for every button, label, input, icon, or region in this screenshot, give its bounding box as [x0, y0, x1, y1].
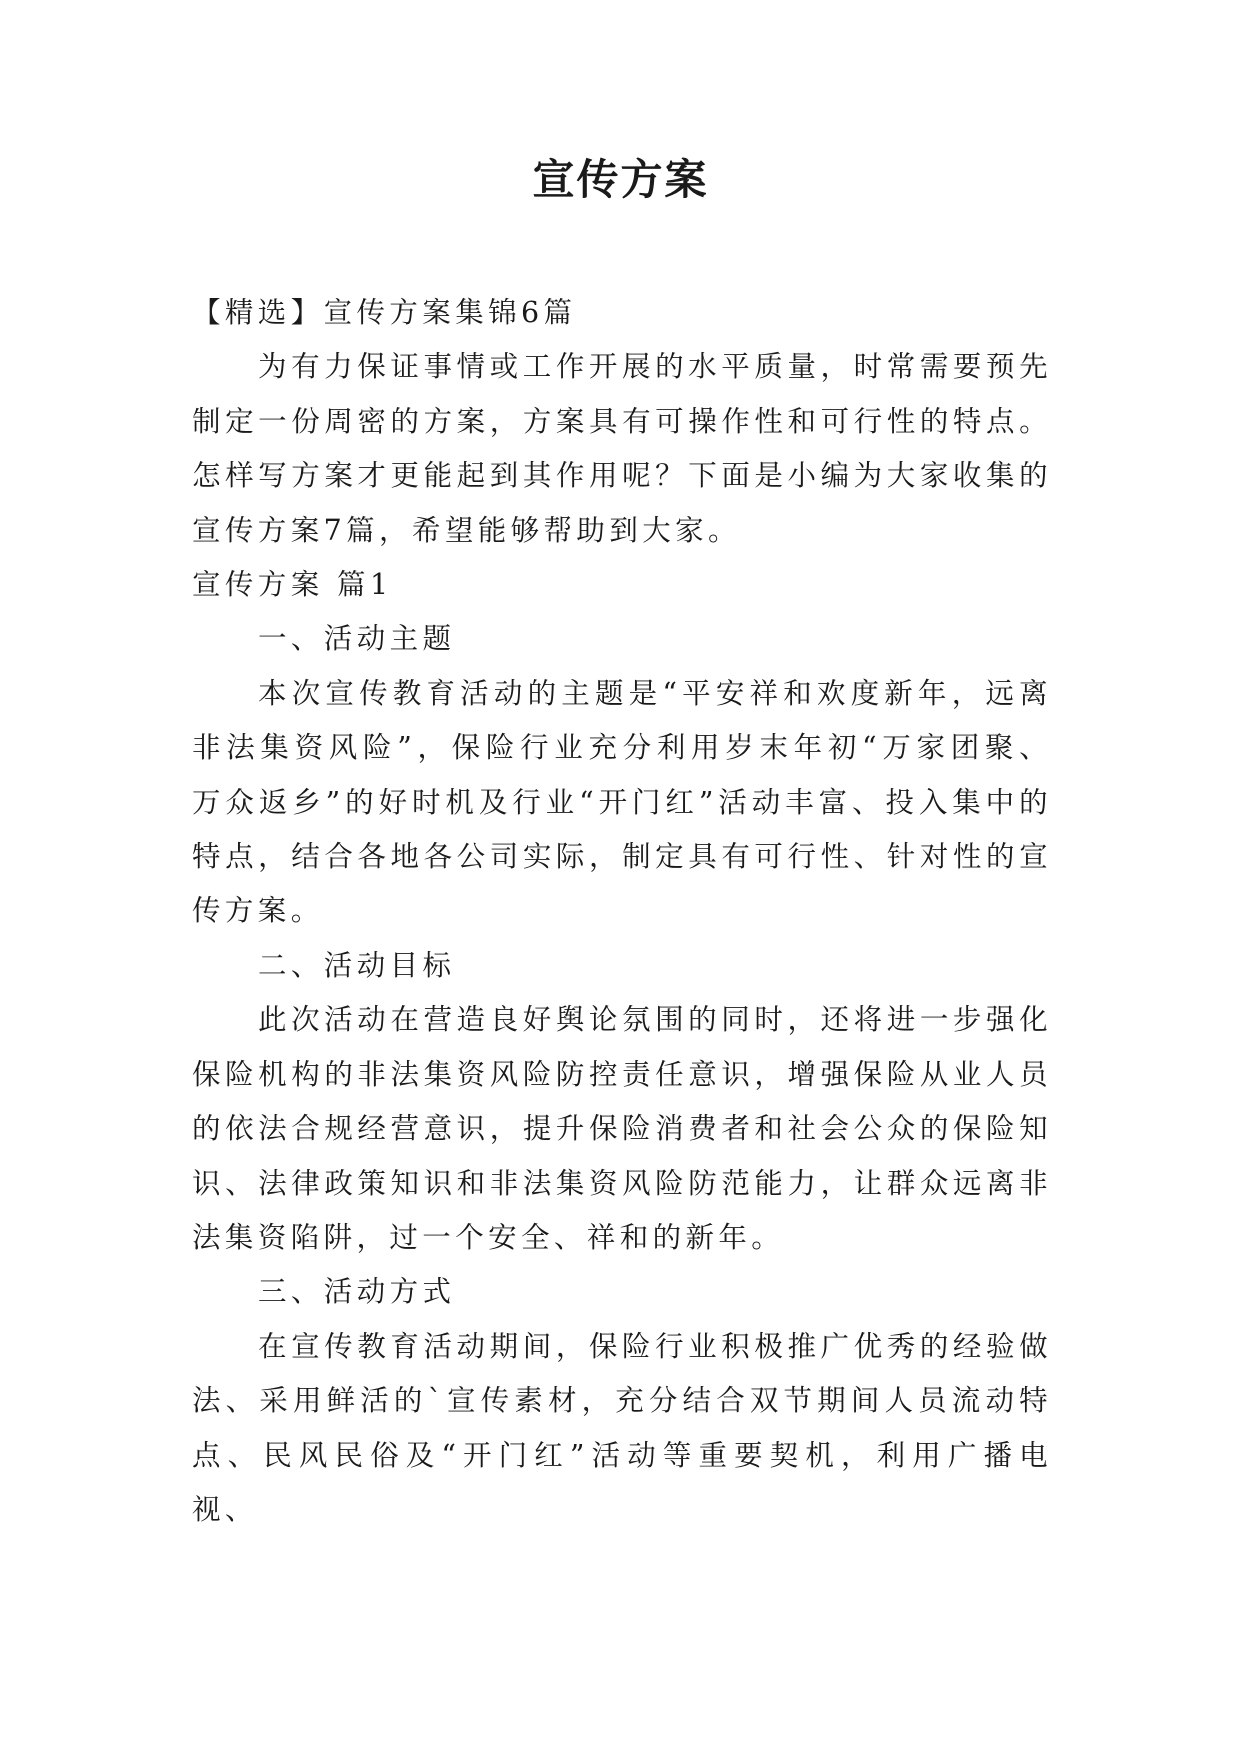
intro-paragraph: 为有力保证事情或工作开展的水平质量，时常需要预先制定一份周密的方案，方案具有可操作性和可行性的特点。怎样写方案才更能起到其作用呢？下面是小编为大家收集的宣传方案7篇，希望能够帮助到大家。 [192, 350, 1052, 547]
document-title: 宣传方案 [532, 155, 709, 204]
heading-activity-theme: 一、活动主题 [258, 622, 456, 656]
paragraph-activity-goal: 此次活动在营造良好舆论氛围的同时，还将进一步强化保险机构的非法集资风险防控责任意识，增强保险从业人员的依法合规经营意识，提升保险消费者和社会公众的保险知识、法律政策知识和非法集资风险防范能力，让群众远离非法集资陷阱，过一个安全、祥和的新年。 [192, 1003, 1052, 1254]
paragraph-activity-theme: 本次宣传教育活动的主题是“平安祥和欢度新年，远离非法集资风险”，保险行业充分利用岁末年初“万家团聚、万众返乡”的好时机及行业“开门红”活动丰富、投入集中的特点，结合各地各公司实际，制定具有可行性、针对性的宣传方案。 [192, 676, 1052, 928]
paragraph-activity-method: 在宣传教育活动期间，保险行业积极推广优秀的经验做法、采用鲜活的`宣传素材，充分结合双节期间人员流动特点、民风民俗及“开门红”活动等重要契机，利用广播电视、 [192, 1329, 1052, 1526]
section-heading-part-1: 宣传方案 篇1 [192, 568, 393, 602]
document-subtitle: 【精选】宣传方案集锦6篇 [192, 296, 577, 329]
document-body [192, 286, 1052, 1537]
heading-activity-method: 三、活动方式 [258, 1275, 456, 1309]
heading-activity-goal: 二、活动目标 [258, 948, 456, 982]
